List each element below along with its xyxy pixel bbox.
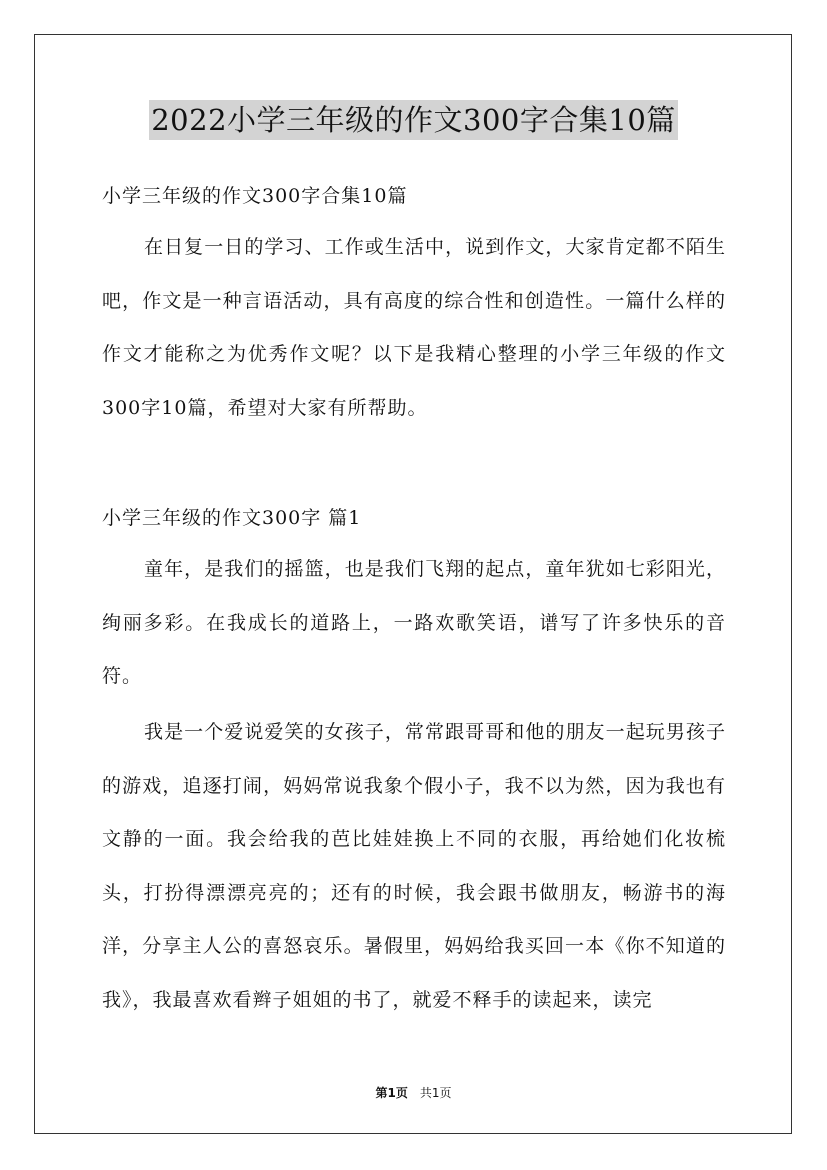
- intro-paragraph: 在日复一日的学习、工作或生活中，说到作文，大家肯定都不陌生吧，作文是一种言语活动，具有高度的综合性和创造性。一篇什么样的作文才能称之为优秀作文呢？以下是我精心整理的小学三年级的作文300字10篇，希望对大家有所帮助。: [102, 236, 726, 419]
- section-heading: 小学三年级的作文300字 篇1: [102, 507, 362, 529]
- page-total: 共1页: [419, 1086, 452, 1100]
- title-container: [0, 100, 827, 140]
- document-subtitle: 小学三年级的作文300字合集10篇: [102, 185, 408, 207]
- page-number: 第1页: [375, 1086, 408, 1100]
- page-footer: [0, 1084, 827, 1101]
- document-title: 2022小学三年级的作文300字合集10篇: [149, 100, 678, 140]
- body-paragraph: 童年，是我们的摇篮，也是我们飞翔的起点，童年犹如七彩阳光，绚丽多彩。在我成长的道路上，一路欢歌笑语，谱写了许多快乐的音符。: [102, 558, 726, 687]
- body-paragraph: 我是一个爱说爱笑的女孩子，常常跟哥哥和他的朋友一起玩男孩子的游戏，追逐打闹，妈妈常说我象个假小子，我不以为然，因为我也有文静的一面。我会给我的芭比娃娃换上不同的衣服，再给她们化妆梳头，打扮得漂漂亮亮的；还有的时候，我会跟书做朋友，畅游书的海洋，分享主人公的喜怒哀乐。暑假里，妈妈给我买回一本《你不知道的我》，我最喜欢看辫子姐姐的书了，就爱不释手的读起来，读完: [102, 721, 726, 1011]
